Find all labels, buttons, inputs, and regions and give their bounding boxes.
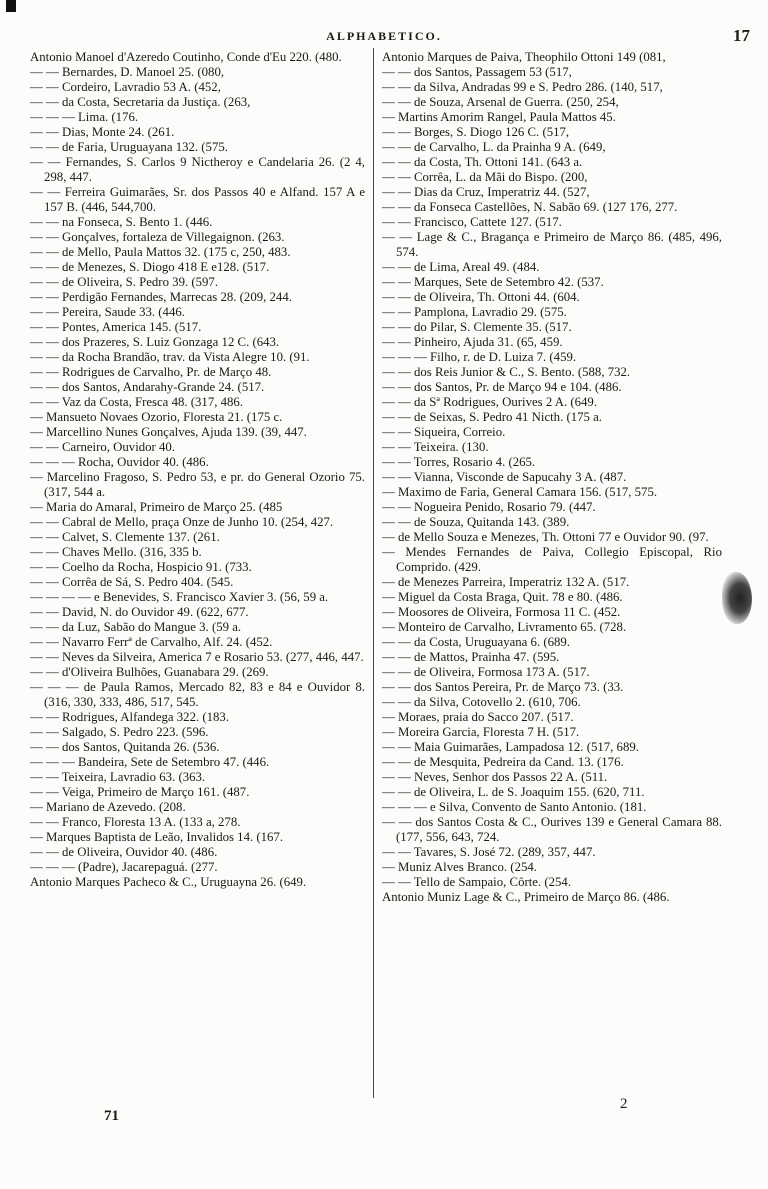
directory-entry: — — Carneiro, Ouvidor 40. — [30, 440, 176, 454]
signature-mark-right: 2 — [620, 1096, 628, 1112]
directory-entry: — — Rodrigues de Carvalho, Pr. de Março 48. — [30, 365, 272, 379]
directory-entry: — — Franco, Floresta 13 A. (133 a, 278. — [30, 815, 241, 829]
directory-entry: — — da Costa, Secretaria da Justiça. (263, — [30, 95, 251, 109]
directory-entry: Antonio Marques Pacheco & C., Uruguayna 26. (649. — [30, 875, 307, 889]
directory-entry: — — dos Santos, Passagem 53 (517, — [382, 65, 572, 79]
page-title: ALPHABETICO. — [326, 29, 442, 43]
directory-entry: — — da Silva, Cotovello 2. (610, 706. — [382, 695, 581, 709]
directory-entry: — — de Oliveira, Th. Ottoni 44. (604. — [382, 290, 580, 304]
directory-entry: — — da Luz, Sabão do Mangue 3. (59 a. — [30, 620, 242, 634]
directory-entry: — — Dias, Monte 24. (261. — [30, 125, 175, 139]
directory-entry: — — David, N. do Ouvidor 49. (622, 677. — [30, 605, 249, 619]
directory-entry: — Muniz Alves Branco. (254. — [382, 860, 537, 874]
directory-entry: — — Vianna, Visconde de Sapucahy 3 A. (487. — [382, 470, 627, 484]
directory-entry: — — Neves da Silveira, America 7 e Rosario 53. (277, 446, 447. — [30, 650, 364, 664]
directory-entry: — — Ferreira Guimarães, Sr. dos Passos 40 e Alfand. 157 A e 157 B. (446, 544,700. — [30, 185, 365, 214]
directory-entry: — — Gonçalves, fortaleza de Villegaignon. (263. — [30, 230, 285, 244]
directory-entry: — — Pontes, America 145. (517. — [30, 320, 202, 334]
directory-entry: — — Dias da Cruz, Imperatriz 44. (527, — [382, 185, 590, 199]
directory-entry: — — Teixeira, Lavradio 63. (363. — [30, 770, 206, 784]
directory-entry: — — Corrêa de Sá, S. Pedro 404. (545. — [30, 575, 234, 589]
column-divider — [373, 48, 374, 1098]
directory-entry: — — dos Prazeres, S. Luiz Gonzaga 12 C. (643. — [30, 335, 280, 349]
directory-entry: — — Salgado, S. Pedro 223. (596. — [30, 725, 209, 739]
directory-entry: — — — Filho, r. de D. Luiza 7. (459. — [382, 350, 577, 364]
signature-mark-left: 71 — [104, 1108, 119, 1124]
directory-entry: — Marcellino Nunes Gonçalves, Ajuda 139. (39, 447. — [30, 425, 307, 439]
right-column — [382, 50, 722, 905]
directory-entry: — — Pinheiro, Ajuda 31. (65, 459. — [382, 335, 563, 349]
directory-entry: — — — Rocha, Ouvidor 40. (486. — [30, 455, 209, 469]
directory-entry: — — de Oliveira, S. Pedro 39. (597. — [30, 275, 219, 289]
directory-entry: — Martins Amorim Rangel, Paula Mattos 45. — [382, 110, 616, 124]
directory-entry: — — Marques, Sete de Setembro 42. (537. — [382, 275, 604, 289]
directory-entry: — Mendes Fernandes de Paiva, Collegio Episcopal, Rio Comprido. (429. — [382, 545, 722, 574]
directory-entry: — — Siqueira, Correio. — [382, 425, 506, 439]
directory-entry: — Mansueto Novaes Ozorio, Floresta 21. (175 c. — [30, 410, 283, 424]
directory-entry: — — Vaz da Costa, Fresca 48. (317, 486. — [30, 395, 244, 409]
directory-entry: — — — e Silva, Convento de Santo Antonio. (181. — [382, 800, 647, 814]
directory-entry: — — — Lima. (176. — [30, 110, 139, 124]
directory-entry: — — de Souza, Arsenal de Guerra. (250, 254, — [382, 95, 619, 109]
directory-entry: Antonio Marques de Paiva, Theophilo Ottoni 149 (081, — [382, 50, 666, 64]
directory-entry: — Mariano de Azevedo. (208. — [30, 800, 186, 814]
directory-entry: — — — (Padre), Jacarepaguá. (277. — [30, 860, 218, 874]
directory-entry: — — de Lima, Areal 49. (484. — [382, 260, 540, 274]
page-number: 17 — [733, 26, 750, 45]
directory-entry: — — — de Paula Ramos, Mercado 82, 83 e 84 e Ouvidor 8. (316, 330, 333, 486, 517, 545. — [30, 680, 365, 709]
directory-entry: — — da Fonseca Castellões, N. Sabão 69. (127 176, 277. — [382, 200, 678, 214]
directory-entry: — de Mello Souza e Menezes, Th. Ottoni 77 e Ouvidor 90. (97. — [382, 530, 709, 544]
directory-entry: — — d'Oliveira Bulhões, Guanabara 29. (269. — [30, 665, 269, 679]
directory-entry: — — da Sª Rodrigues, Ourives 2 A. (649. — [382, 395, 598, 409]
ink-blot — [722, 572, 752, 624]
directory-entry: — Moreira Garcia, Floresta 7 H. (517. — [382, 725, 580, 739]
directory-entry: — — — Bandeira, Sete de Setembro 47. (446. — [30, 755, 270, 769]
directory-entry: — — Cordeiro, Lavradio 53 A. (452, — [30, 80, 221, 94]
directory-entry: — Moosores de Oliveira, Formosa 11 C. (452. — [382, 605, 621, 619]
directory-entry: — — de Faria, Uruguayana 132. (575. — [30, 140, 228, 154]
directory-entry: — — de Souza, Quitanda 143. (389. — [382, 515, 570, 529]
directory-entry: Antonio Muniz Lage & C., Primeiro de Março 86. (486. — [382, 890, 670, 904]
directory-entry: — — Chaves Mello. (316, 335 b. — [30, 545, 202, 559]
directory-entry: — — dos Santos, Quitanda 26. (536. — [30, 740, 220, 754]
directory-entry: — — da Costa, Th. Ottoni 141. (643 a. — [382, 155, 583, 169]
directory-entry: — — Torres, Rosario 4. (265. — [382, 455, 536, 469]
corner-print-mark — [6, 0, 16, 12]
directory-entry: — — Rodrigues, Alfandega 322. (183. — [30, 710, 230, 724]
directory-entry: — — Lage & C., Bragança e Primeiro de Março 86. (485, 496, 574. — [382, 230, 722, 259]
directory-entry: — — do Pilar, S. Clemente 35. (517. — [382, 320, 572, 334]
directory-entry: — — de Menezes, S. Diogo 418 E e128. (517. — [30, 260, 270, 274]
page-header — [0, 26, 768, 46]
directory-entry: — Miguel da Costa Braga, Quit. 78 e 80. (486. — [382, 590, 623, 604]
directory-entry: — — Tavares, S. José 72. (289, 357, 447. — [382, 845, 596, 859]
directory-entry: — — Neves, Senhor dos Passos 22 A. (511. — [382, 770, 608, 784]
directory-entry: Antonio Manoel d'Azeredo Coutinho, Conde d'Eu 220. (480. — [30, 50, 342, 64]
directory-entry: — — dos Santos Costa & C., Ourives 139 e General Camara 88. (177, 556, 643, 724. — [382, 815, 722, 844]
directory-entry: — — Calvet, S. Clemente 137. (261. — [30, 530, 220, 544]
directory-entry: — — Pamplona, Lavradio 29. (575. — [382, 305, 567, 319]
directory-entry: — — de Mattos, Prainha 47. (595. — [382, 650, 560, 664]
directory-entry: — — Fernandes, S. Carlos 9 Nictheroy e Candelaria 26. (2 4, 298, 447. — [30, 155, 365, 184]
directory-entry: — — dos Santos, Andarahy-Grande 24. (517. — [30, 380, 265, 394]
directory-entry: — — Borges, S. Diogo 126 C. (517, — [382, 125, 570, 139]
directory-entry: — — na Fonseca, S. Bento 1. (446. — [30, 215, 213, 229]
directory-entry: — Maria do Amaral, Primeiro de Março 25. (485 — [30, 500, 283, 514]
directory-entry: — — da Silva, Andradas 99 e S. Pedro 286. (140, 517, — [382, 80, 663, 94]
directory-entry: — — Navarro Ferrª de Carvalho, Alf. 24. (452. — [30, 635, 273, 649]
left-column — [30, 50, 365, 890]
directory-entry: — — de Mesquita, Pedreira da Cand. 13. (176. — [382, 755, 624, 769]
directory-entry: — — Francisco, Cattete 127. (517. — [382, 215, 562, 229]
directory-entry: — — de Mello, Paula Mattos 32. (175 c, 250, 483. — [30, 245, 291, 259]
directory-entry: — — Tello de Sampaio, Côrte. (254. — [382, 875, 572, 889]
directory-entry: — de Menezes Parreira, Imperatriz 132 A. (517. — [382, 575, 630, 589]
directory-entry: — Moraes, praia do Sacco 207. (517. — [382, 710, 574, 724]
directory-entry: — — de Carvalho, L. da Prainha 9 A. (649, — [382, 140, 606, 154]
directory-entry: — — de Seixas, S. Pedro 41 Nicth. (175 a. — [382, 410, 603, 424]
directory-entry: — — Coelho da Rocha, Hospicio 91. (733. — [30, 560, 252, 574]
directory-entry: — — Teixeira. (130. — [382, 440, 489, 454]
directory-entry: — — Nogueira Penido, Rosario 79. (447. — [382, 500, 596, 514]
directory-entry: — Monteiro de Carvalho, Livramento 65. (728. — [382, 620, 627, 634]
directory-entry: — — de Oliveira, Ouvidor 40. (486. — [30, 845, 218, 859]
directory-entry: — — de Oliveira, Formosa 173 A. (517. — [382, 665, 590, 679]
directory-entry: — — Pereira, Saude 33. (446. — [30, 305, 185, 319]
directory-entry: — — — — e Benevides, S. Francisco Xavier 3. (56, 59 a. — [30, 590, 329, 604]
directory-entry: — — dos Reis Junior & C., S. Bento. (588, 732. — [382, 365, 631, 379]
directory-entry: — — Corrêa, L. da Mãi do Bispo. (200, — [382, 170, 588, 184]
directory-entry: — — Cabral de Mello, praça Onze de Junho 10. (254, 427. — [30, 515, 334, 529]
directory-entry: — Maximo de Faria, General Camara 156. (517, 575. — [382, 485, 658, 499]
directory-entry: — — da Costa, Uruguayana 6. (689. — [382, 635, 571, 649]
directory-entry: — Marques Baptista de Leão, Invalidos 14. (167. — [30, 830, 284, 844]
directory-entry: — — Maia Guimarães, Lampadosa 12. (517, 689. — [382, 740, 639, 754]
directory-entry: — — dos Santos, Pr. de Março 94 e 104. (486. — [382, 380, 622, 394]
directory-entry: — — Bernardes, D. Manoel 25. (080, — [30, 65, 225, 79]
directory-entry: — — dos Santos Pereira, Pr. de Março 73. (33. — [382, 680, 624, 694]
directory-entry: — Marcelino Fragoso, S. Pedro 53, e pr. do General Ozorio 75. (317, 544 a. — [30, 470, 365, 499]
directory-entry: — — da Rocha Brandão, trav. da Vista Alegre 10. (91. — [30, 350, 310, 364]
directory-entry: — — de Oliveira, L. de S. Joaquim 155. (620, 711. — [382, 785, 645, 799]
directory-entry: — — Perdigão Fernandes, Marrecas 28. (209, 244. — [30, 290, 292, 304]
directory-entry: — — Veiga, Primeiro de Março 161. (487. — [30, 785, 250, 799]
